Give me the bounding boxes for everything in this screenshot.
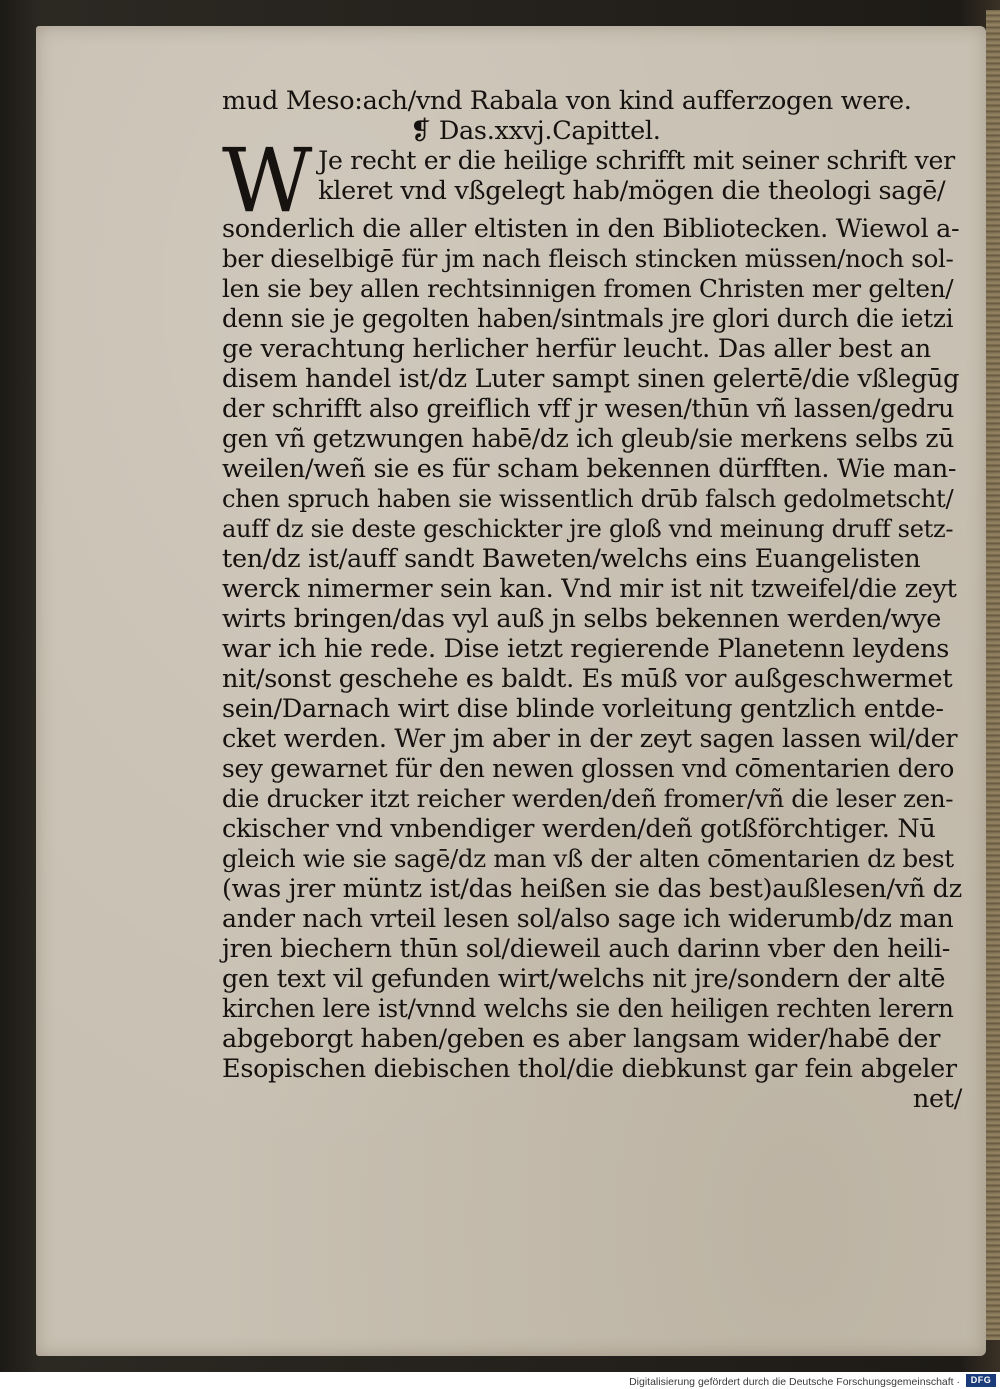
funding-credit: Digitalisierung gefördert durch die Deutsche Forschungsgemeinschaft · (629, 1376, 960, 1388)
text-line: Je recht er die heilige schrifft mit seiner schrift ver (318, 146, 955, 175)
dfg-logo: DFG (966, 1374, 996, 1387)
text-line: sein/Darnach wirt dise blinde vorleitung gentzlich entde- (222, 694, 944, 724)
text-line: nit/sonst geschehe es baldt. Es mūß vor außgeschwermet (222, 664, 953, 694)
text-line: gen vñ getzwungen habē/dz ich gleub/sie merkens selbs zū (222, 424, 955, 453)
text-line: jren biechern thūn sol/dieweil auch darinn vber den heili- (222, 934, 951, 964)
text-line: ten/dz ist/auff sandt Baweten/welchs eins Euangelisten (222, 544, 921, 574)
text-line: die drucker itzt reicher werden/deñ fromer/vñ die leser zen- (222, 784, 954, 813)
text-line: ber dieselbigē für jm nach fleisch stincken müssen/noch sol- (222, 244, 954, 273)
text-line: chen spruch haben sie wissentlich drūb falsch gedolmetscht/ (222, 485, 954, 513)
text-line: wirts bringen/das vyl auß jn selbs bekennen werden/wye (222, 604, 942, 634)
text-line: ander nach vrteil lesen sol/also sage ich widerumb/dz man (222, 904, 954, 933)
text-line: gleich wie sie sagē/dz man vß der alten cōmentarien dz best (222, 844, 954, 873)
drop-cap-initial: W (222, 129, 313, 232)
chapter-title: Das.xxvj.Capittel. (438, 116, 661, 146)
footer-bar (0, 1372, 1000, 1389)
text-line: ckischer vnd vnbendiger werden/deñ gotßförchtiger. Nū (222, 814, 936, 844)
text-line: werck nimermer sein kan. Vnd mir ist nit tzweifel/die zeyt (222, 574, 957, 604)
header-line: mud Meso:ach/vnd Rabala von kind aufferzogen were. (222, 86, 912, 116)
page-text (222, 86, 962, 1114)
text-line: cket werden. Wer jm aber in der zeyt sagen lassen wil/der (222, 724, 958, 754)
text-line: sonderlich die aller eltisten in den Bibliotecken. Wiewol a- (222, 214, 960, 244)
text-line: abgeborgt haben/geben es aber langsam wider/habē der (222, 1024, 941, 1054)
text-line: (was jrer müntz ist/das heißen sie das best)außlesen/vñ dz (222, 874, 962, 904)
text-line: der schrifft also greiflich vff jr wesen/thūn vñ lassen/gedru (222, 394, 955, 423)
catchword: net/ (912, 1084, 962, 1114)
chapter-heading: ❡ Das.xxvj.Capittel. (410, 116, 661, 146)
text-line: Esopischen diebischen thol/die diebkunst gar fein abgeler (222, 1054, 957, 1084)
text-line: kleret vnd vßgelegt hab/mögen die theologi sagē/ (318, 176, 946, 206)
body-text (222, 214, 962, 1084)
text-line: war ich hie rede. Dise ietzt regierende Planetenn leydens (222, 634, 950, 664)
text-line: disem handel ist/dz Luter sampt sinen gelertē/die vßlegūg (222, 364, 960, 394)
text-line: sey gewarnet für den newen glossen vnd cōmentarien dero (222, 754, 955, 783)
text-line: weilen/weñ sie es für scham bekennen dürfften. Wie man- (222, 454, 957, 484)
text-line: kirchen lere ist/vnnd welchs sie den heiligen rechten lerern (222, 994, 954, 1023)
page-edges (986, 10, 1000, 1340)
text-line: len sie bey allen rechtsinnigen fromen Christen mer gelten/ (222, 274, 954, 303)
text-line: auff dz sie deste geschickter jre gloß vnd meinung druff setz- (222, 515, 954, 543)
text-line: gen text vil gefunden wirt/welchs nit jre/sondern der altē (222, 964, 946, 994)
text-line: denn sie je gegolten haben/sintmals jre glori durch die ietzi (222, 304, 954, 333)
text-line: ge verachtung herlicher herfür leucht. Das aller best an (222, 334, 931, 364)
